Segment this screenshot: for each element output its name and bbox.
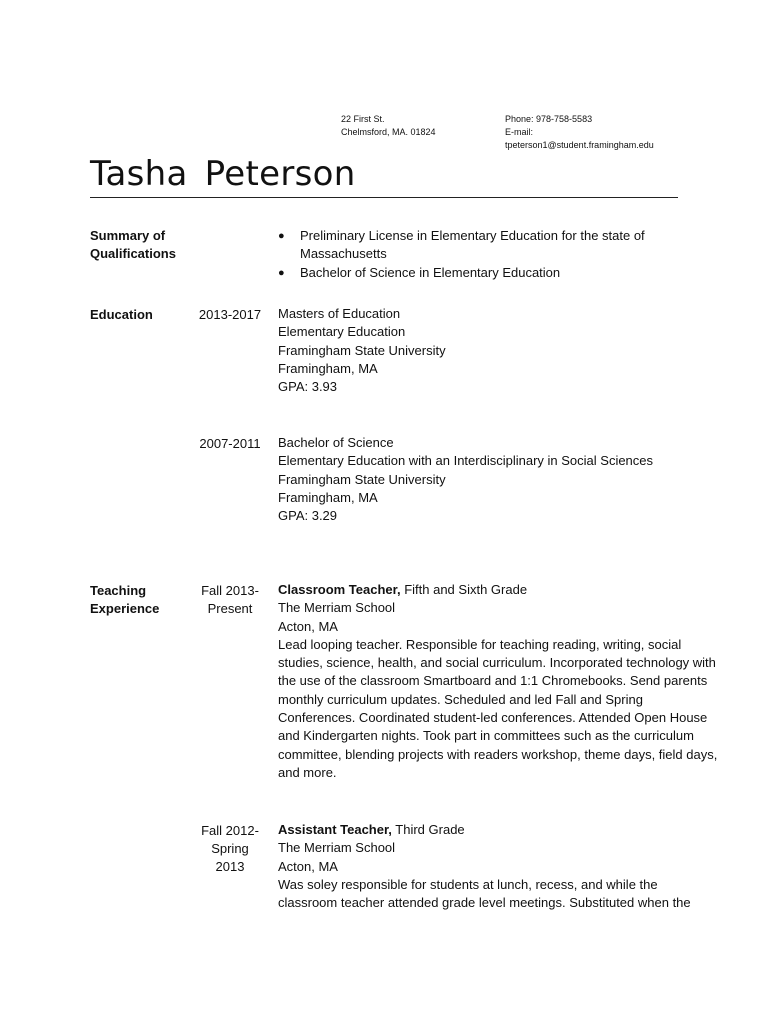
education-entry-2 (278, 434, 718, 525)
date-line: 2013 (215, 859, 245, 874)
bullet-icon: ● (278, 266, 285, 279)
summary-label (90, 227, 200, 263)
location: Acton, MA (278, 858, 338, 874)
address-line-2: Chelmsford, MA. 01824 (341, 127, 436, 137)
major: Elementary Education with an Interdisciplinary in Social Sciences (278, 453, 654, 469)
list-item (278, 264, 698, 282)
education-label: Education (90, 307, 153, 322)
gpa: GPA: 3.93 (278, 379, 338, 395)
job-description: Lead looping teacher. Responsible for teaching reading, writing, social studies, science, health, and social curriculum. Incorporated technology with the use of the classroom Smartboard and 1:1 Chromebooks. Send parents monthly curriculum updates. Scheduled and led Fall and Spring Conferences. Coordinated student-led conferences. Attended Open House and Kindergarten nights. Took part in committees such as the curriculum committee, blending projects with readers workshop, theme days, field days, and more. (278, 636, 718, 780)
experience-dates-2 (196, 822, 264, 876)
experience-label-line-2: Experience (90, 601, 160, 616)
degree: Bachelor of Science (278, 435, 394, 450)
major: Elementary Education (278, 324, 406, 340)
institution: Framingham State University (278, 471, 446, 487)
date-line: Fall 2013- (201, 583, 259, 598)
gpa: GPA: 3.29 (278, 508, 338, 524)
job-title: Classroom Teacher, (278, 582, 401, 597)
email-address: tpeterson1@student.framingham.edu (505, 140, 654, 150)
location: Acton, MA (278, 618, 338, 634)
experience-entry-1 (278, 581, 718, 782)
job-grade: Third Grade (391, 822, 465, 837)
degree: Masters of Education (278, 306, 401, 321)
qualification-text: Preliminary License in Elementary Education for the state of Massachusetts (300, 228, 645, 262)
list-item (278, 227, 698, 264)
school: The Merriam School (278, 600, 396, 616)
contact-address (341, 113, 436, 139)
job-title-line (278, 821, 718, 839)
address-line-1: 22 First St. (341, 114, 385, 124)
date-line: Fall 2012- (201, 823, 259, 838)
school: The Merriam School (278, 840, 396, 856)
date-line: Present (207, 601, 253, 616)
qualifications-list (278, 227, 698, 282)
summary-label-line-1: Summary of (90, 228, 166, 243)
education-dates-2: 2007-2011 (199, 436, 261, 451)
experience-entry-2 (278, 821, 718, 912)
candidate-name: Tasha Peterson (90, 154, 356, 194)
summary-label-line-2: Qualifications (90, 246, 176, 261)
phone-number: Phone: 978-758-5583 (505, 114, 593, 124)
location: Framingham, MA (278, 360, 378, 376)
experience-label (90, 582, 200, 618)
date-line: Spring (211, 841, 249, 856)
job-description: Was soley responsible for students at lunch, recess, and while the classroom teacher attended grade level meetings. Substituted when the (278, 876, 691, 911)
location: Framingham, MA (278, 489, 378, 505)
header-divider (90, 197, 678, 198)
job-title-line (278, 581, 718, 599)
institution: Framingham State University (278, 342, 446, 358)
education-dates-1: 2013-2017 (198, 307, 262, 322)
experience-dates-1 (196, 582, 264, 618)
education-entry-1 (278, 305, 718, 396)
job-title: Assistant Teacher, (278, 822, 392, 837)
email-label: E-mail: (505, 127, 534, 137)
bullet-icon: ● (278, 230, 285, 242)
job-grade: Fifth and Sixth Grade (400, 582, 528, 597)
contact-phone-email (505, 113, 654, 152)
qualification-text: Bachelor of Science in Elementary Education (300, 264, 561, 280)
experience-label-line-1: Teaching (90, 583, 147, 598)
